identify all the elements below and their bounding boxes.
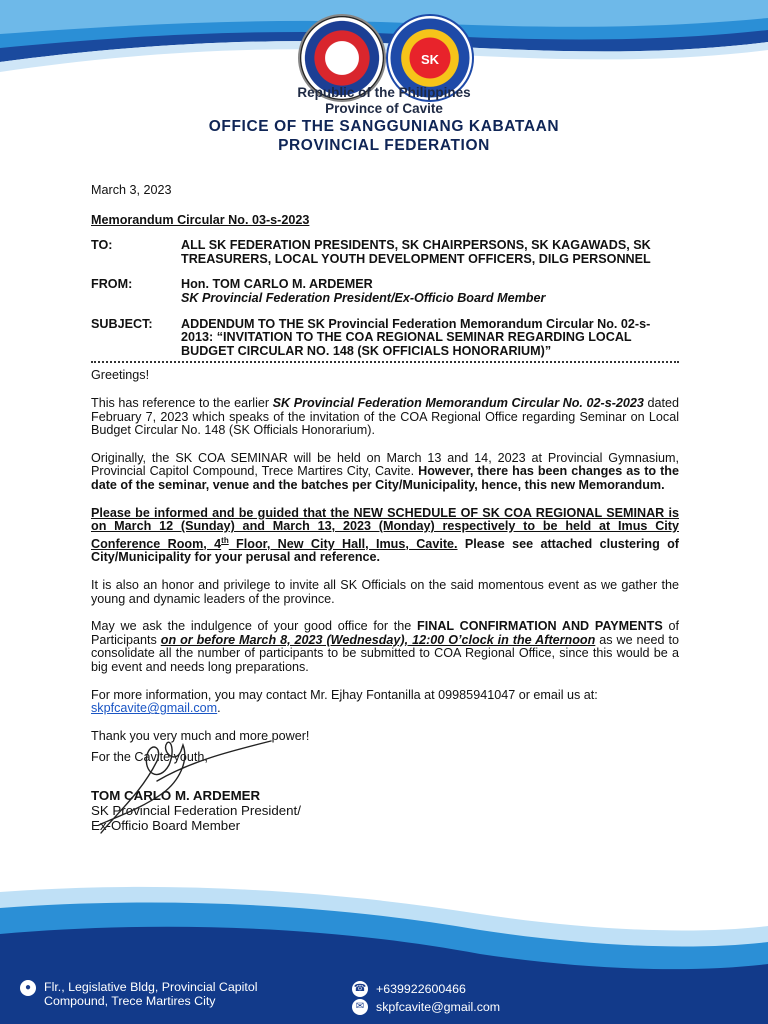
footer-address: [20, 980, 258, 1008]
p2-text-a: Originally, the SK COA SEMINAR will be held on March 13 and 14, 2023 at Provincial Gymnasium, Provincial Capitol Compound, Trece Martires City, Cavite.: [91, 450, 679, 479]
from-label: FROM:: [91, 277, 133, 292]
to-value: ALL SK FEDERATION PRESIDENTS, SK CHAIRPERSONS, SK KAGAWADS, SK TREASURERS, LOCAL YOUTH DEVELOPMENT OFFICERS, DILG PERSONNEL: [181, 238, 651, 266]
footer-contacts: [352, 980, 500, 1016]
province-line: Province of Cavite: [325, 101, 443, 116]
from-title: SK Provincial Federation President/Ex-Officio Board Member: [181, 290, 546, 305]
p2-changes: However, there has been changes as to the date of the seminar, venue and the batches per City/Municipality, hence, this new Memorandum.: [91, 464, 679, 492]
memo-document: [91, 184, 679, 833]
from-value: [181, 278, 679, 305]
memo-number: Memorandum Circular No. 03-s-2023: [91, 212, 310, 227]
subject-label: SUBJECT:: [91, 316, 153, 331]
footer-phone: +639922600466: [376, 982, 466, 996]
location-pin-icon: ●: [20, 980, 36, 996]
signatory-name: TOM CARLO M. ARDEMER: [91, 788, 261, 803]
p5-text-c: of Participants: [91, 619, 679, 647]
p3-schedule: Please be informed and be guided that the NEW SCHEDULE OF SK COA REGIONAL SEMINAR is on March 12 (Sunday) and March 13, 2023 (Monday) respectively to be held at Imus City Conference Room, 4: [91, 505, 679, 551]
paragraph-new-schedule: [91, 507, 679, 566]
to-row: [91, 239, 679, 266]
p1-text-a: This has reference to the earlier: [91, 395, 273, 410]
footer-email[interactable]: skpfcavite@gmail.com: [376, 1000, 501, 1014]
signature-block: [91, 751, 679, 832]
p3-sup: th: [221, 535, 229, 545]
signatory-title-2: Ex-Officio Board Member: [91, 817, 241, 833]
paragraph-contact: [91, 689, 679, 716]
paragraph-original-schedule: [91, 452, 679, 493]
address-line-1: Flr., Legislative Bldg, Provincial Capitol: [44, 980, 258, 994]
footer-contact: [0, 972, 768, 1024]
republic-line: Republic of the Philippines: [297, 85, 471, 100]
p6-end: .: [217, 701, 221, 716]
p3-venue: Floor, New City Hall, Imus, Cavite.: [228, 536, 458, 551]
federation-line: PROVINCIAL FEDERATION: [278, 137, 490, 154]
thanks-line: Thank you very much and more power!: [91, 728, 310, 743]
divider: [91, 361, 679, 363]
greeting: Greetings!: [91, 368, 150, 383]
paragraph-invitation: It is also an honor and privilege to invite all SK Officials on the said momentous event as we gather the young and dynamic leaders of the province.: [91, 578, 679, 606]
p3-clustering: Please see attached clustering of City/Municipality for your perusal and reference.: [91, 536, 680, 565]
signatory-title-1: SK Provincial Federation President/: [91, 802, 301, 818]
memo-date: March 3, 2023: [91, 183, 172, 197]
subject-value: ADDENDUM TO THE SK Provincial Federation Memorandum Circular No. 02-s-2013: “INVITATION TO THE COA REGIONAL SEMINAR REGARDING LOCAL BUDGET CIRCULAR NO. 148 (SK OFFICIALS HONORARIUM)”: [181, 316, 651, 358]
from-name: Hon. TOM CARLO M. ARDEMER: [181, 277, 373, 292]
sk-logo-text: SK: [420, 52, 440, 67]
office-line: OFFICE OF THE SANGGUNIANG KABATAAN: [208, 118, 560, 135]
p1-circular-ref: SK Provincial Federation Memorandum Circular No. 02-s-2023: [272, 395, 644, 410]
phone-icon: ☎: [352, 981, 368, 997]
p5-text-a: May we ask the indulgence of your good office for the: [91, 619, 418, 634]
closing-line: For the Cavite youth,: [91, 750, 208, 765]
to-label: TO:: [91, 238, 113, 253]
mail-icon: ✉: [352, 999, 368, 1015]
p1-text-c: dated February 7, 2023 which speaks of the invitation of the COA Regional Office regarding Seminar on Local Budget Circular No. 148 (SK Officials Honorarium).: [91, 395, 679, 438]
subject-row: [91, 318, 679, 359]
from-row: [91, 278, 679, 305]
p5-final-confirmation: FINAL CONFIRMATION AND PAYMENTS: [417, 619, 663, 634]
email-link[interactable]: skpfcavite@gmail.com: [91, 701, 218, 716]
p6-text-a: For more information, you may contact Mr. Ejhay Fontanilla at 09985941047 or email us at:: [91, 687, 598, 702]
letterhead: [0, 85, 768, 155]
p5-text-e: as we need to consolidate all the number of participants to be submitted to COA Regional Office, since this would be a big event and needs long preparations.: [91, 632, 679, 675]
paragraph-reference: [91, 397, 679, 438]
address-line-2: Compound, Trece Martires City: [44, 994, 216, 1008]
p5-deadline: on or before March 8, 2023 (Wednesday), 12:00 O’clock in the Afternoon: [160, 632, 596, 647]
handwritten-signature: [71, 721, 281, 841]
paragraph-confirmation: [91, 620, 679, 674]
